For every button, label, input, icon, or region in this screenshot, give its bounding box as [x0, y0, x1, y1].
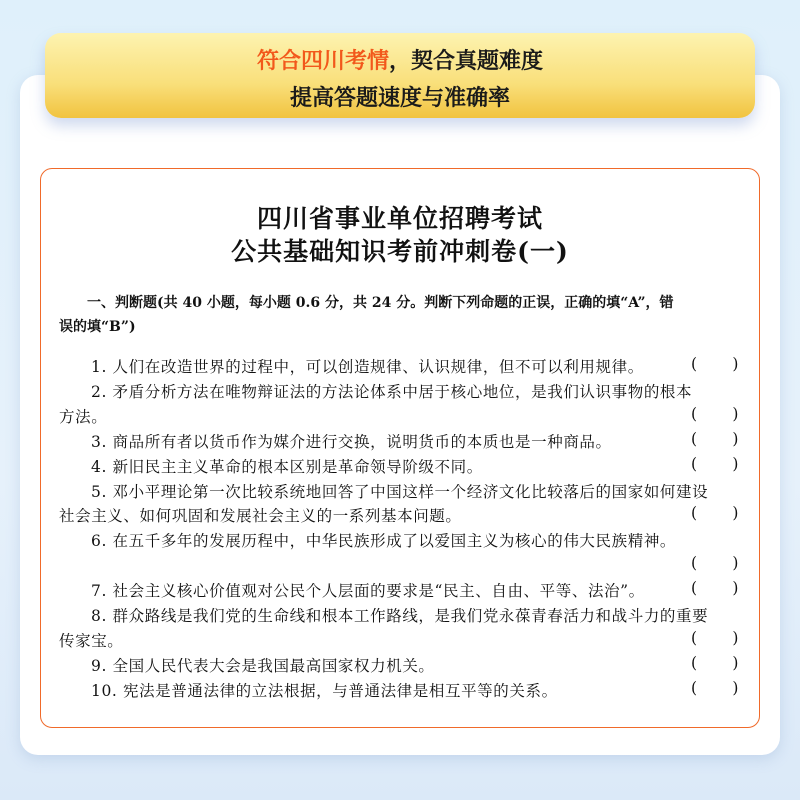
- paren-close: ): [732, 653, 739, 672]
- paren-close: ): [732, 355, 739, 373]
- question-text: 4. 新旧民主主义革命的根本区别是革命领导阶级不同。: [91, 457, 483, 476]
- paren-close: ): [732, 579, 739, 598]
- question-line: [59, 480, 739, 504]
- question-text: 10. 宪法是普通法律的立法根据，与普通法律是相互平等的关系。: [91, 681, 558, 700]
- question-text: 8. 群众路线是我们党的生命线和根本工作路线，是我们党永葆青春活力和战斗力的重要: [91, 607, 709, 625]
- paren-open: (: [691, 579, 698, 598]
- question-line: [59, 579, 739, 603]
- question-text: 9. 全国人民代表大会是我国最高国家权力机关。: [91, 656, 435, 675]
- paren-close: ): [732, 504, 739, 523]
- question-text: 5. 邓小平理论第一次比较系统地回答了中国这样一个经济文化比较落后的国家如何建设: [91, 482, 709, 501]
- paren-close: ): [732, 628, 739, 647]
- question-line: [59, 405, 739, 429]
- question-line: [59, 554, 739, 578]
- paren-open: (: [691, 504, 698, 523]
- paren-open: (: [691, 653, 698, 672]
- question-line: [59, 629, 739, 653]
- section-heading-cont: 误的填“B”): [59, 319, 136, 335]
- answer-blank[interactable]: [691, 430, 739, 448]
- answer-blank[interactable]: [691, 355, 739, 373]
- paren-open: (: [691, 678, 698, 697]
- question-text: 传家宝。: [59, 631, 124, 650]
- question-line: [59, 504, 739, 528]
- answer-blank[interactable]: [691, 654, 739, 672]
- question-line: [59, 430, 739, 454]
- question-line: [59, 654, 739, 678]
- question-line: [59, 679, 739, 703]
- answer-blank[interactable]: [691, 455, 739, 473]
- question-text: 2. 矛盾分析方法在唯物辩证法的方法论体系中居于核心地位，是我们认识事物的根本: [91, 382, 693, 401]
- paren-open: (: [691, 454, 698, 473]
- paren-close: ): [732, 554, 739, 573]
- exam-paper: [40, 168, 760, 728]
- paren-open: (: [691, 404, 698, 423]
- paren-close: ): [732, 454, 739, 473]
- paren-open: (: [691, 355, 698, 373]
- question-line: [59, 529, 739, 553]
- paren-close: ): [732, 678, 739, 697]
- question-line: [59, 380, 739, 404]
- paren-close: ): [732, 429, 739, 448]
- answer-blank[interactable]: [691, 554, 739, 572]
- banner-text: ，契合真题难度: [389, 49, 544, 74]
- paper-subtitle: 公共基础知识考前冲刺卷(一): [231, 237, 569, 266]
- question-line: [59, 604, 739, 628]
- question-text: 7. 社会主义核心价值观对公民个人层面的要求是“民主、自由、平等、法治”。: [91, 582, 645, 601]
- question-line: [59, 455, 739, 479]
- section-heading: 一、判断题(共 40 小题，每小题 0.6 分，共 24 分。判断下列命题的正误，正确的填“A”，错: [87, 295, 674, 311]
- question-line: [59, 355, 739, 379]
- banner-highlight: 符合四川考情: [256, 49, 389, 74]
- answer-blank[interactable]: [691, 405, 739, 423]
- paren-open: (: [691, 554, 698, 573]
- paper-title: 四川省事业单位招聘考试: [256, 204, 543, 233]
- question-text: 方法。: [59, 407, 108, 426]
- question-text: 6. 在五千多年的发展历程中，中华民族形成了以爱国主义为核心的伟大民族精神。: [91, 532, 677, 551]
- answer-blank[interactable]: [691, 679, 739, 697]
- paren-open: (: [691, 628, 698, 647]
- banner-line2: 提高答题速度与准确率: [289, 86, 510, 111]
- question-text: 1. 人们在改造世界的过程中，可以创造规律、认识规律，但不可以利用规律。: [91, 358, 644, 376]
- answer-blank[interactable]: [691, 579, 739, 597]
- answer-blank[interactable]: [691, 629, 739, 647]
- promo-banner: [45, 33, 755, 118]
- answer-blank[interactable]: [691, 504, 739, 522]
- paren-close: ): [732, 404, 739, 423]
- paren-open: (: [691, 429, 698, 448]
- question-text: 3. 商品所有者以货币作为媒介进行交换，说明货币的本质也是一种商品。: [91, 432, 612, 451]
- question-text: 社会主义、如何巩固和发展社会主义的一系列基本问题。: [59, 507, 462, 526]
